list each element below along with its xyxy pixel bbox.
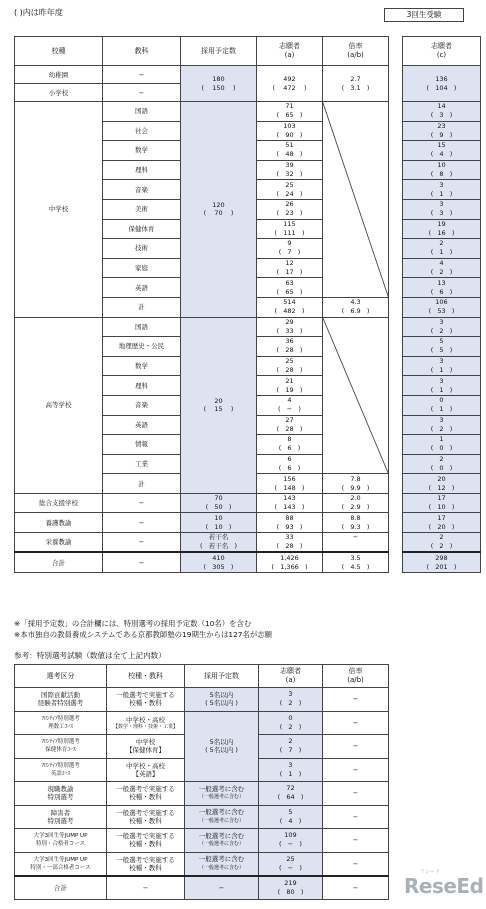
col-header-applicants: 志願者 (a): [257, 37, 323, 66]
high-third-6: 1 ( 0 ): [403, 435, 481, 455]
other-plan-0: 70 ( 50 ): [181, 493, 257, 513]
ref-type-2: 中学校 【保健体育】: [107, 735, 185, 759]
ref-app-4: 72 ( 64 ): [259, 782, 323, 806]
middle-subject-1: 社会: [103, 121, 181, 141]
ref-header-app: 志願者 (a): [259, 665, 323, 688]
middle-app-6: 115 ( 111 ): [257, 219, 323, 239]
other-type-2: 栄養教諭: [15, 532, 103, 552]
other-plan-1: 10 ( 10 ): [181, 513, 257, 533]
ref-cat-2: ﾌﾛﾝﾃｨｱ特別選考 保健体育ｺｰｽ: [15, 735, 107, 759]
ref-app-2: 2 ( 7 ): [259, 735, 323, 759]
middle-app-4: 25 ( 24 ): [257, 180, 323, 200]
ref-type-6: 一般選考で実施する 校種・教科: [107, 829, 185, 853]
ref-total-ratio: −: [323, 876, 389, 900]
middle-third-6: 19 ( 16 ): [403, 219, 481, 239]
high-app-8: 156 ( 148 ): [257, 474, 323, 494]
ref-cat-3: ﾌﾛﾝﾃｨｱ特別選考 英語ｺｰｽ: [15, 758, 107, 782]
col-header-type: 校種: [15, 37, 103, 66]
prev-year-note: ( )内は昨年度: [14, 8, 63, 17]
middle-app-7: 9 ( 7 ): [257, 239, 323, 259]
middle-third-2: 15 ( 4 ): [403, 141, 481, 161]
middle-subject-0: 国語: [103, 102, 181, 122]
middle-subject-2: 数学: [103, 141, 181, 161]
other-plan-2: 若干名 ( 若干名 ): [181, 532, 257, 552]
other-third-1: 17 ( 20 ): [403, 513, 481, 533]
ref-type-3: 中学校・高校 【英語】: [107, 758, 185, 782]
ref-cat-1: ﾌﾛﾝﾃｨｱ特別選考 理数工ｺｰｽ: [15, 711, 107, 735]
other-type-1: 養護教諭: [15, 513, 103, 533]
middle-ratio-total: 4.3 ( 6.9 ): [323, 297, 389, 317]
col-header-ratio: 倍率 (a/b): [323, 37, 389, 66]
ref-ratio-4: −: [323, 782, 389, 806]
high-ratio-total: 7.8 ( 9.9 ): [323, 474, 389, 494]
row-elementary-type: 小学校: [15, 84, 103, 102]
high-app-6: 8 ( 6 ): [257, 435, 323, 455]
high-third-5: 3 ( 2 ): [403, 415, 481, 435]
middle-subject-9: 英語: [103, 278, 181, 298]
resed-logo: ReseEd: [404, 874, 484, 898]
other-subject-3: −: [103, 552, 181, 572]
ref-type-5: 一般選考で実施する 校種・教科: [107, 805, 185, 829]
high-subject-5: 英語: [103, 415, 181, 435]
other-third-0: 17 ( 10 ): [403, 493, 481, 513]
other-subject-1: −: [103, 513, 181, 533]
ref-header-ratio: 倍率 (a/b): [323, 665, 389, 688]
ref-ratio-7: −: [323, 852, 389, 876]
note-line-2: ※本市独自の教員養成システムである京都教師塾の19期生からは127名が志願: [14, 630, 273, 639]
ref-app-0: 3 ( 2 ): [259, 688, 323, 712]
col-header-plan: 採用予定数: [181, 37, 257, 66]
high-subject-1: 地理歴史・公民: [103, 337, 181, 357]
high-app-7: 6 ( 6 ): [257, 454, 323, 474]
ref-app-1: 0 ( 2 ): [259, 711, 323, 735]
ref-plan-6: 一般選考に含む （一般選考に含む）: [185, 829, 259, 853]
middle-subject-8: 家庭: [103, 258, 181, 278]
middle-type: 中学校: [15, 102, 103, 318]
ref-cat-0: 国際貢献活動 経験者特別選考: [15, 688, 107, 712]
other-third-3: 298 ( 201 ): [403, 552, 481, 572]
high-app-1: 36 ( 28 ): [257, 337, 323, 357]
ref-app-3: 3 ( 1 ): [259, 758, 323, 782]
app-kinder-elem: 492 ( 472 ): [257, 66, 323, 102]
middle-app-1: 103 ( 90 ): [257, 121, 323, 141]
middle-third-1: 23 ( 9 ): [403, 121, 481, 141]
ref-plan-7: 一般選考に含む （一般選考に含む）: [185, 852, 259, 876]
ref-total-type: −: [107, 876, 185, 900]
high-plan: 20 ( 15 ): [181, 317, 257, 493]
high-app-2: 25 ( 28 ): [257, 356, 323, 376]
middle-third-4: 3 ( 1 ): [403, 180, 481, 200]
other-ratio-2: −: [323, 532, 389, 552]
note-line-1: ※「採用予定数」の合計欄には、特別選考の採用予定数（10名）を含む: [14, 619, 252, 628]
ref-cat-7: 大学3回生等JUMP UP 特別・一部合格者コース: [15, 852, 107, 876]
middle-plan: 120 ( 70 ): [181, 102, 257, 318]
ref-title: 参考：特別選考試験（数値は全て上記内数）: [14, 651, 166, 660]
middle-third-0: 14 ( 3 ): [403, 102, 481, 122]
high-app-4: 4 ( − ): [257, 395, 323, 415]
middle-diagonal-line: [323, 102, 389, 298]
other-plan-3: 410 ( 305 ): [181, 552, 257, 572]
other-app-1: 88 ( 93 ): [257, 513, 323, 533]
ref-cat-4: 現職教諭 特別選考: [15, 782, 107, 806]
high-third-1: 5 ( 5 ): [403, 337, 481, 357]
ref-app-7: 25 ( − ): [259, 852, 323, 876]
ref-type-0: 一般選考で実施する 校種・教科: [107, 688, 185, 712]
ref-ratio-0: −: [323, 688, 389, 712]
col-header-subject: 教科: [103, 37, 181, 66]
middle-third-7: 2 ( 1 ): [403, 239, 481, 259]
ref-ratio-6: −: [323, 829, 389, 853]
high-subject-2: 数学: [103, 356, 181, 376]
high-third-7: 2 ( 0 ): [403, 454, 481, 474]
middle-subject-10: 計: [103, 297, 181, 317]
middle-subject-3: 理科: [103, 160, 181, 180]
ref-app-5: 5 ( 4 ): [259, 805, 323, 829]
row-kindergarten-subject: −: [103, 66, 181, 84]
other-app-3: 1,426 ( 1,366 ): [257, 552, 323, 572]
middle-app-5: 26 ( 23 ): [257, 199, 323, 219]
ratio-kinder-elem: 2.7 ( 3.1 ): [323, 66, 389, 102]
high-third-4: 0 ( 1 ): [403, 395, 481, 415]
ref-header-cat: 選考区分: [15, 665, 107, 688]
other-third-2: 2 ( 2 ): [403, 532, 481, 552]
middle-third-3: 10 ( 8 ): [403, 160, 481, 180]
high-subject-4: 音楽: [103, 395, 181, 415]
middle-subject-6: 保健体育: [103, 219, 181, 239]
other-type-3: 合計: [15, 552, 103, 572]
high-type: 高等学校: [15, 317, 103, 493]
middle-third-10: 106 ( 53 ): [403, 297, 481, 317]
ref-type-1: 中学校・高校 【数学・理科・技術・工業】: [107, 711, 185, 735]
high-app-3: 21 ( 19 ): [257, 376, 323, 396]
middle-subject-5: 美術: [103, 199, 181, 219]
ref-cat-5: 障害者 特別選考: [15, 805, 107, 829]
middle-app-9: 63 ( 65 ): [257, 278, 323, 298]
row-kindergarten-type: 幼稚園: [15, 66, 103, 84]
col-header-third: 志願者 (c): [403, 37, 481, 66]
middle-third-8: 4 ( 2 ): [403, 258, 481, 278]
middle-app-2: 51 ( 48 ): [257, 141, 323, 161]
ref-plan-4: 一般選考に含む （一般選考に含む）: [185, 782, 259, 806]
high-subject-8: 計: [103, 474, 181, 494]
high-app-5: 27 ( 28 ): [257, 415, 323, 435]
resed-logo-sub: リシード: [420, 869, 441, 875]
plan-kinder-elem: 180 ( 150 ): [181, 66, 257, 102]
ref-type-7: 一般選考で実施する 校種・教科: [107, 852, 185, 876]
middle-app-10: 514 ( 482 ): [257, 297, 323, 317]
other-ratio-0: 2.0 ( 2.9 ): [323, 493, 389, 513]
middle-third-5: 3 ( 3 ): [403, 199, 481, 219]
middle-subject-4: 音楽: [103, 180, 181, 200]
high-third-2: 3 ( 1 ): [403, 356, 481, 376]
high-third-0: 3 ( 2 ): [403, 317, 481, 337]
middle-app-0: 71 ( 65 ): [257, 102, 323, 122]
middle-app-3: 39 ( 32 ): [257, 160, 323, 180]
ref-cat-6: 大学3回生等JUMP UP 特別・合格者コース: [15, 829, 107, 853]
other-subject-2: −: [103, 532, 181, 552]
high-subject-6: 情報: [103, 435, 181, 455]
high-diagonal-line: [323, 317, 389, 474]
other-ratio-3: 3.5 ( 4.5 ): [323, 552, 389, 572]
ref-total-app: 219 ( 80 ): [259, 876, 323, 900]
high-subject-3: 理科: [103, 376, 181, 396]
high-subject-0: 国語: [103, 317, 181, 337]
ref-total-cat: 合計: [15, 876, 107, 900]
ref-ratio-2: −: [323, 735, 389, 759]
ref-ratio-5: −: [323, 805, 389, 829]
high-subject-7: 工業: [103, 454, 181, 474]
ref-app-6: 109 ( − ): [259, 829, 323, 853]
ref-total-plan: −: [185, 876, 259, 900]
ref-plan-frontier: 5名以内 ( 5名以内 ): [185, 711, 259, 782]
row-elementary-subject: −: [103, 84, 181, 102]
high-third-8: 20 ( 12 ): [403, 474, 481, 494]
ref-plan-0: 5名以内 ( 5名以内 ): [185, 688, 259, 712]
high-third-3: 3 ( 1 ): [403, 376, 481, 396]
other-app-0: 143 ( 143 ): [257, 493, 323, 513]
third-kinder-elem: 136 ( 104 ): [403, 66, 481, 102]
other-app-2: 33 ( 28 ): [257, 532, 323, 552]
ref-plan-5: 一般選考に含む （一般選考に含む）: [185, 805, 259, 829]
other-subject-0: −: [103, 493, 181, 513]
middle-subject-7: 技術: [103, 239, 181, 259]
middle-third-9: 13 ( 6 ): [403, 278, 481, 298]
other-type-0: 総合支援学校: [15, 493, 103, 513]
ref-type-4: 一般選考で実施する 校種・教科: [107, 782, 185, 806]
ref-header-type: 校種・教科: [107, 665, 185, 688]
ref-header-plan: 採用予定数: [185, 665, 259, 688]
high-app-0: 29 ( 33 ): [257, 317, 323, 337]
other-ratio-1: 8.8 ( 9.3 ): [323, 513, 389, 533]
ref-ratio-3: −: [323, 758, 389, 782]
ref-ratio-1: −: [323, 711, 389, 735]
middle-app-8: 12 ( 17 ): [257, 258, 323, 278]
third-exam-box: 3回生受験: [384, 8, 464, 22]
